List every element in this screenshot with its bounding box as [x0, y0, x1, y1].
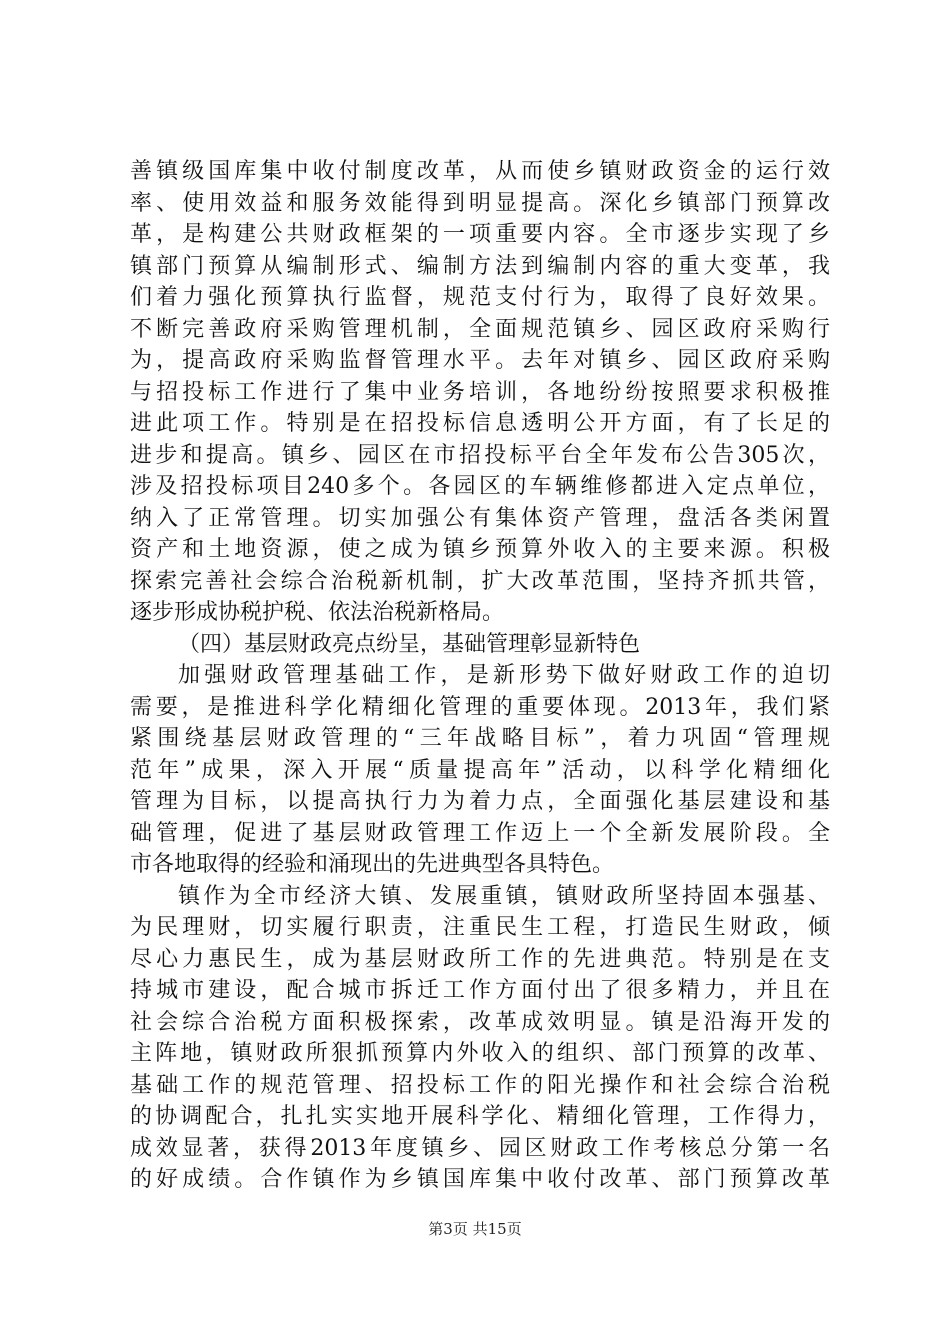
text-line: 们着力强化预算执行监督，规范支付行为，取得了良好效果。 [130, 285, 830, 310]
text-line: 管理为目标，以提高执行力为着力点，全面强化基层建设和基 [130, 789, 830, 814]
body-text [130, 156, 830, 1196]
text-line: 逐步形成协税护税、依法治税新格局。 [130, 600, 505, 625]
text-line: 探索完善社会综合治税新机制，扩大改革范围，坚持齐抓共管， [130, 568, 830, 594]
page-number: 第3页 共15页 [428, 1220, 522, 1238]
text-line: 紧围绕基层财政管理的“三年战略目标”，着力巩固“管理规 [130, 726, 830, 751]
text-line: 与招投标工作进行了集中业务培训，各地纷纷按照要求积极推 [130, 379, 830, 405]
page-footer [0, 1218, 950, 1239]
text-line: 进此项工作。特别是在招投标信息透明公开方面，有了长足的 [130, 411, 830, 436]
text-line: 尽心力惠民生，成为基层财政所工作的先进典范。特别是在支 [130, 946, 830, 972]
text-line: 的协调配合，扎扎实实地开展科学化、精细化管理，工作得力， [130, 1104, 830, 1129]
text-line: 善镇级国库集中收付制度改革，从而使乡镇财政资金的运行效 [130, 159, 830, 184]
text-line: 镇部门预算从编制形式、编制方法到编制内容的重大变革，我 [130, 253, 830, 279]
text-line: 为，提高政府采购监督管理水平。去年对镇乡、园区政府采购 [130, 348, 830, 373]
text-line: 成效显著，获得2013年度镇乡、园区财政工作考核总分第一名 [130, 1135, 830, 1161]
text-line: 率、使用效益和服务效能得到明显提高。深化乡镇部门预算改 [130, 190, 830, 216]
text-line: 资产和土地资源，使之成为镇乡预算外收入的主要来源。积极 [130, 537, 830, 562]
text-line: 范年”成果，深入开展“质量提高年”活动，以科学化精细化 [130, 757, 830, 783]
text-line: 社会综合治税方面积极探索，改革成效明显。镇是沿海开发的 [130, 1009, 830, 1035]
section-heading-text: （四）基层财政亮点纷呈，基础管理彰显新特色 [178, 631, 641, 657]
text-line: 市各地取得的经验和涌现出的先进典型各具特色。 [130, 852, 615, 877]
text-line: 主阵地，镇财政所狠抓预算内外收入的组织、部门预算的改革、 [130, 1041, 830, 1066]
text-line: 持城市建设，配合城市拆迁工作方面付出了很多精力，并且在 [130, 978, 830, 1003]
paragraph-basic-management [130, 660, 830, 881]
text-line: 础管理，促进了基层财政管理工作迈上一个全新发展阶段。全 [130, 820, 830, 846]
text-line: 基础工作的规范管理、招投标工作的阳光操作和社会综合治税 [130, 1072, 830, 1098]
text-line: 的好成绩。合作镇作为乡镇国库集中收付改革、部门预算改革 [130, 1167, 830, 1192]
text-line: 纳入了正常管理。切实加强公有集体资产管理，盘活各类闲置 [130, 505, 830, 531]
text-line: 为民理财，切实履行职责，注重民生工程，打造民生财政，倾 [130, 915, 830, 940]
section-heading [130, 629, 830, 661]
text-line: 涉及招投标项目240多个。各园区的车辆维修都进入定点单位， [130, 474, 830, 499]
paragraph-town-examples [130, 881, 830, 1196]
text-line: 进步和提高。镇乡、园区在市招投标平台全年发布公告305次， [130, 442, 830, 468]
text-line: 不断完善政府采购管理机制，全面规范镇乡、园区政府采购行 [130, 316, 830, 342]
text-line: 需要，是推进科学化精细化管理的重要体现。2013年，我们紧 [130, 694, 830, 720]
paragraph-reform-continuation [130, 156, 830, 629]
text-line: 加强财政管理基础工作，是新形势下做好财政工作的迫切 [178, 663, 830, 688]
text-line: 革，是构建公共财政框架的一项重要内容。全市逐步实现了乡 [130, 222, 830, 247]
text-line: 镇作为全市经济大镇、发展重镇，镇财政所坚持固本强基、 [178, 883, 830, 909]
